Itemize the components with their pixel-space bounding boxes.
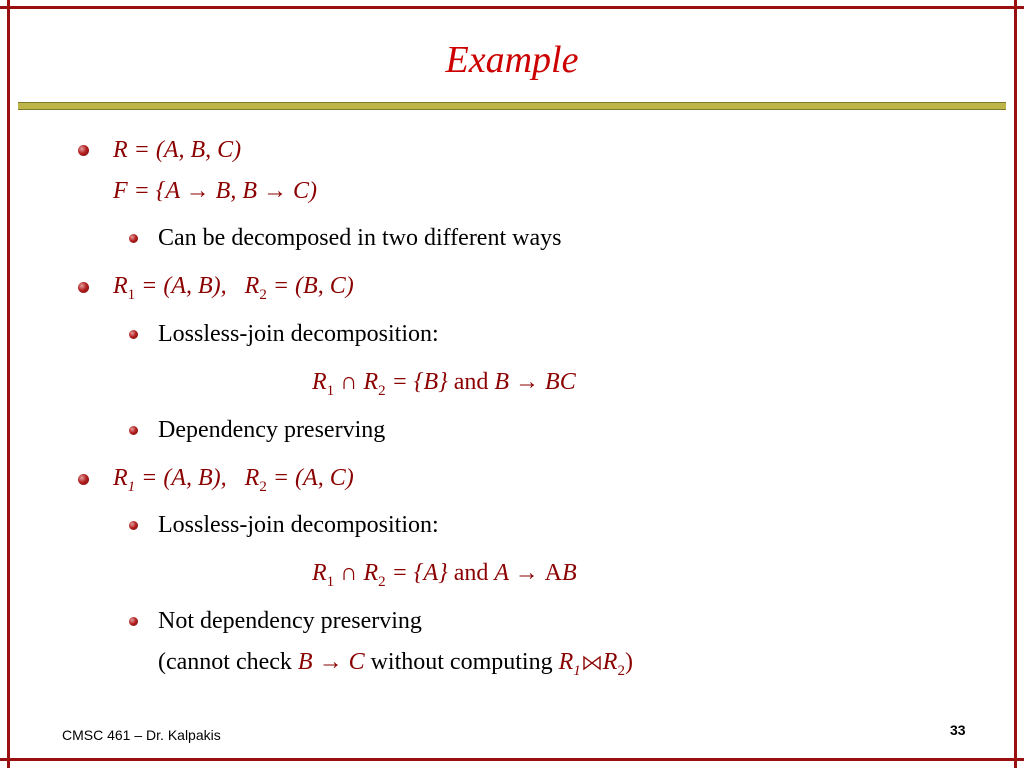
cannot-check-note — [158, 648, 633, 685]
eq1-fd: B → BC — [494, 369, 576, 395]
relation-definition: R = (A, B, C) — [113, 137, 242, 163]
eq1-and: and — [447, 369, 495, 395]
r1-subscript: 1 — [127, 286, 136, 303]
fd-set: F = {A → B, B → C) — [113, 178, 317, 204]
note-r2-sub: 2 — [617, 662, 625, 679]
frame-left — [7, 0, 10, 768]
frame-bottom — [0, 758, 1024, 761]
note-open: (cannot check — [158, 649, 298, 675]
r1-def: = (A, B), — [135, 465, 227, 491]
bullet-icon — [129, 521, 138, 530]
decomposed-ways-text: Can be decomposed in two different ways — [158, 225, 562, 251]
intersection-equation-2: $R_1$ ∩ $R_2 = \{A\}$ and A → AB — [312, 560, 577, 590]
lossless-label-2: Lossless-join decomposition: — [158, 512, 439, 538]
note-close: ) — [624, 649, 633, 675]
r2-subscript: 2 — [259, 478, 267, 495]
note-fd: B → C — [297, 649, 365, 675]
dependency-preserving-label: Dependency preserving — [158, 417, 386, 443]
eq1-sub1: 1 — [326, 382, 335, 399]
lossless-label-1: Lossless-join decomposition: — [158, 321, 439, 347]
r1-def: = (A, B), — [135, 273, 227, 299]
intersection-equation-1: $R_1$ ∩ $R_2 = \{B\}$ and B → BC — [312, 369, 576, 399]
eq2-and: and — [447, 560, 495, 586]
note-r1-sub: 1 — [573, 662, 581, 679]
eq1-rest: = {B} — [385, 369, 448, 395]
bullet-icon — [129, 617, 138, 626]
note-without: without computing — [364, 649, 559, 675]
eq1-sub2: 2 — [378, 382, 386, 399]
title-divider — [18, 102, 1006, 110]
eq2-sub2: 2 — [378, 573, 386, 590]
bullet-icon — [129, 426, 138, 435]
r1-letter: R — [113, 465, 128, 491]
decomposition-2 — [113, 464, 354, 501]
r2-def: = (B, C) — [266, 273, 354, 299]
footer-course-label: CMSC 461 – Dr. Kalpakis — [62, 727, 221, 743]
bullet-icon — [78, 145, 89, 156]
eq2-fd-b: B — [561, 560, 577, 586]
bullet-icon — [78, 282, 89, 293]
slide-title: Example — [445, 39, 579, 81]
eq2-fd-a-upright: A — [544, 560, 562, 586]
r2-letter: R — [244, 273, 260, 299]
r1-subscript: 1 — [127, 478, 136, 495]
eq2-rest: = {A} — [385, 560, 448, 586]
r2-def: = (A, C) — [266, 465, 354, 491]
note-r1: R — [558, 649, 574, 675]
eq2-mid: ∩ R — [334, 560, 379, 586]
eq2-sub1: 1 — [326, 573, 335, 590]
note-r2: R — [602, 649, 618, 675]
r1-letter: R — [113, 273, 128, 299]
frame-right — [1014, 0, 1017, 768]
not-dependency-preserving-label: Not dependency preserving — [158, 608, 422, 634]
bullet-icon — [129, 234, 138, 243]
decomposition-1 — [113, 272, 354, 309]
bullet-icon — [78, 474, 89, 485]
slide-number: 33 — [950, 722, 966, 738]
r2-subscript: 2 — [259, 286, 267, 303]
natural-join-icon — [583, 655, 601, 671]
eq1-mid: ∩ R — [334, 369, 379, 395]
bullet-icon — [129, 330, 138, 339]
eq2-fd-a: A → — [494, 560, 545, 586]
frame-top — [0, 6, 1024, 9]
r2-letter: R — [244, 465, 260, 491]
